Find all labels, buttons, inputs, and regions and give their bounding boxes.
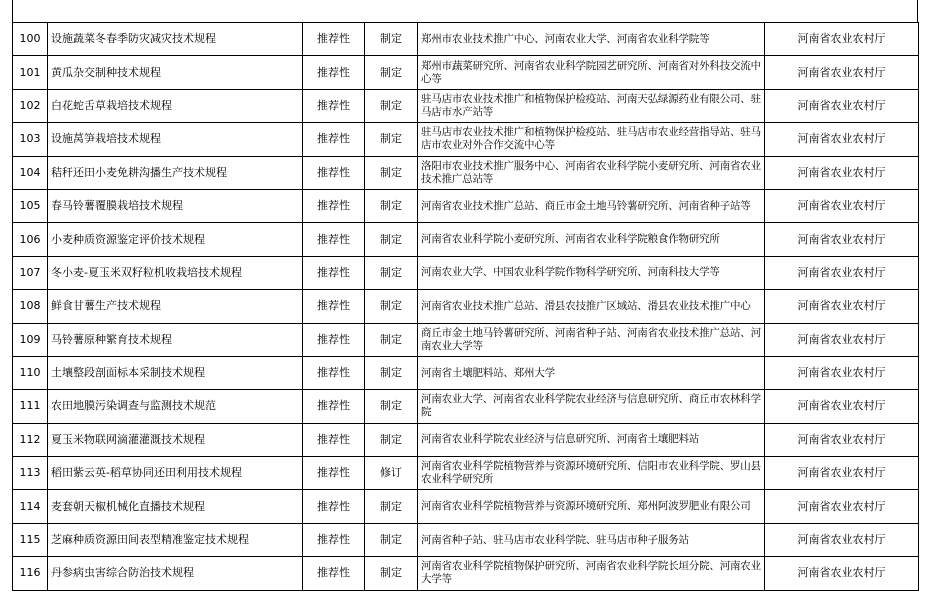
standard-name-cell: 秸秆还田小麦免耕沟播生产技术规程 [48, 156, 303, 189]
row-number-cell: 102 [13, 89, 48, 122]
competent-department-cell: 河南省农业农村厅 [765, 523, 919, 556]
standard-type-cell: 推荐性 [303, 557, 365, 590]
row-number-cell: 109 [13, 323, 48, 356]
drafting-organizations-cell: 河南省农业科学院小麦研究所、河南省农业科学院粮食作物研究所 [418, 223, 765, 256]
row-number-cell: 110 [13, 356, 48, 389]
table-row [13, 23, 919, 56]
table-row [13, 89, 919, 122]
standard-name-cell: 设施蔬菜冬春季防灾减灾技术规程 [48, 23, 303, 56]
competent-department-cell: 河南省农业农村厅 [765, 156, 919, 189]
row-number-cell: 114 [13, 490, 48, 523]
standard-type-cell: 推荐性 [303, 56, 365, 89]
standard-name-cell: 马铃薯原种繁育技术规程 [48, 323, 303, 356]
drafting-organizations-cell: 河南农业大学、中国农业科学院作物科学研究所、河南科技大学等 [418, 256, 765, 289]
table-row [13, 557, 919, 590]
standard-name-cell: 小麦种质资源鉴定评价技术规程 [48, 223, 303, 256]
competent-department-cell: 河南省农业农村厅 [765, 23, 919, 56]
standard-type-cell: 推荐性 [303, 523, 365, 556]
drafting-organizations-cell: 河南省农业科学院农业经济与信息研究所、河南省土壤肥料站 [418, 423, 765, 456]
action-cell: 制定 [365, 423, 418, 456]
action-cell: 制定 [365, 356, 418, 389]
drafting-organizations-cell: 河南省农业技术推广总站、滑县农技推广区域站、滑县农业技术推广中心 [418, 290, 765, 323]
table-row [13, 123, 919, 156]
standard-type-cell: 推荐性 [303, 490, 365, 523]
row-number-cell: 113 [13, 457, 48, 490]
standard-type-cell: 推荐性 [303, 256, 365, 289]
competent-department-cell: 河南省农业农村厅 [765, 390, 919, 423]
row-number-cell: 104 [13, 156, 48, 189]
standards-table-container [12, 22, 918, 591]
drafting-organizations-cell: 河南省土壤肥料站、郑州大学 [418, 356, 765, 389]
table-row [13, 490, 919, 523]
competent-department-cell: 河南省农业农村厅 [765, 323, 919, 356]
competent-department-cell: 河南省农业农村厅 [765, 490, 919, 523]
competent-department-cell: 河南省农业农村厅 [765, 557, 919, 590]
standard-type-cell: 推荐性 [303, 123, 365, 156]
row-number-cell: 106 [13, 223, 48, 256]
competent-department-cell: 河南省农业农村厅 [765, 223, 919, 256]
table-row [13, 457, 919, 490]
drafting-organizations-cell: 驻马店市农业技术推广和植物保护检疫站、驻马店市农业经营指导站、驻马店市农业对外合作交流中心等 [418, 123, 765, 156]
standard-type-cell: 推荐性 [303, 356, 365, 389]
competent-department-cell: 河南省农业农村厅 [765, 256, 919, 289]
competent-department-cell: 河南省农业农村厅 [765, 189, 919, 222]
standards-table [12, 22, 919, 591]
competent-department-cell: 河南省农业农村厅 [765, 356, 919, 389]
action-cell: 制定 [365, 557, 418, 590]
table-row [13, 390, 919, 423]
standard-type-cell: 推荐性 [303, 290, 365, 323]
action-cell: 制定 [365, 56, 418, 89]
row-number-cell: 105 [13, 189, 48, 222]
table-row [13, 56, 919, 89]
standard-name-cell: 冬小麦-夏玉米双籽粒机收栽培技术规程 [48, 256, 303, 289]
row-number-cell: 111 [13, 390, 48, 423]
standard-type-cell: 推荐性 [303, 23, 365, 56]
action-cell: 制定 [365, 390, 418, 423]
row-number-cell: 116 [13, 557, 48, 590]
drafting-organizations-cell: 郑州市蔬菜研究所、河南省农业科学院园艺研究所、河南省对外科技交流中心等 [418, 56, 765, 89]
row-number-cell: 115 [13, 523, 48, 556]
row-number-cell: 101 [13, 56, 48, 89]
row-number-cell: 112 [13, 423, 48, 456]
action-cell: 制定 [365, 290, 418, 323]
competent-department-cell: 河南省农业农村厅 [765, 56, 919, 89]
table-row [13, 256, 919, 289]
row-number-cell: 107 [13, 256, 48, 289]
table-row [13, 290, 919, 323]
table-row [13, 156, 919, 189]
competent-department-cell: 河南省农业农村厅 [765, 290, 919, 323]
table-row [13, 323, 919, 356]
standard-type-cell: 推荐性 [303, 423, 365, 456]
standard-type-cell: 推荐性 [303, 457, 365, 490]
action-cell: 制定 [365, 123, 418, 156]
standard-name-cell: 稻田紫云英-稻草协同还田利用技术规程 [48, 457, 303, 490]
standard-type-cell: 推荐性 [303, 156, 365, 189]
drafting-organizations-cell: 驻马店市农业技术推广和植物保护检疫站、河南天弘绿源药业有限公司、驻马店市水产站等 [418, 89, 765, 122]
standard-name-cell: 黄瓜杂交制种技术规程 [48, 56, 303, 89]
standard-name-cell: 夏玉米物联网滴灌灌溉技术规程 [48, 423, 303, 456]
drafting-organizations-cell: 商丘市金土地马铃薯研究所、河南省种子站、河南省农业技术推广总站、河南农业大学等 [418, 323, 765, 356]
drafting-organizations-cell: 河南省农业科学院植物营养与资源环境研究所、信阳市农业科学院、罗山县农业科学研究所 [418, 457, 765, 490]
row-number-cell: 108 [13, 290, 48, 323]
standard-type-cell: 推荐性 [303, 323, 365, 356]
action-cell: 制定 [365, 23, 418, 56]
action-cell: 修订 [365, 457, 418, 490]
competent-department-cell: 河南省农业农村厅 [765, 89, 919, 122]
competent-department-cell: 河南省农业农村厅 [765, 457, 919, 490]
table-row [13, 223, 919, 256]
standard-name-cell: 丹参病虫害综合防治技术规程 [48, 557, 303, 590]
standard-name-cell: 鲜食甘薯生产技术规程 [48, 290, 303, 323]
action-cell: 制定 [365, 89, 418, 122]
drafting-organizations-cell: 河南农业大学、河南省农业科学院农业经济与信息研究所、商丘市农林科学院 [418, 390, 765, 423]
competent-department-cell: 河南省农业农村厅 [765, 423, 919, 456]
action-cell: 制定 [365, 156, 418, 189]
drafting-organizations-cell: 郑州市农业技术推广中心、河南农业大学、河南省农业科学院等 [418, 23, 765, 56]
table-top-continuation [12, 0, 918, 22]
table-row [13, 523, 919, 556]
drafting-organizations-cell: 河南省农业科学院植物营养与资源环境研究所、郑州阿波罗肥业有限公司 [418, 490, 765, 523]
standard-type-cell: 推荐性 [303, 223, 365, 256]
drafting-organizations-cell: 河南省种子站、驻马店市农业科学院、驻马店市种子服务站 [418, 523, 765, 556]
table-row [13, 189, 919, 222]
action-cell: 制定 [365, 256, 418, 289]
drafting-organizations-cell: 洛阳市农业技术推广服务中心、河南省农业科学院小麦研究所、河南省农业技术推广总站等 [418, 156, 765, 189]
standard-type-cell: 推荐性 [303, 390, 365, 423]
standard-type-cell: 推荐性 [303, 189, 365, 222]
standard-type-cell: 推荐性 [303, 89, 365, 122]
competent-department-cell: 河南省农业农村厅 [765, 123, 919, 156]
action-cell: 制定 [365, 323, 418, 356]
drafting-organizations-cell: 河南省农业技术推广总站、商丘市金土地马铃薯研究所、河南省种子站等 [418, 189, 765, 222]
action-cell: 制定 [365, 523, 418, 556]
standard-name-cell: 白花蛇舌草栽培技术规程 [48, 89, 303, 122]
table-body [13, 23, 919, 591]
standard-name-cell: 芝麻种质资源田间表型精准鉴定技术规程 [48, 523, 303, 556]
row-number-cell: 100 [13, 23, 48, 56]
standard-name-cell: 设施莴笋栽培技术规程 [48, 123, 303, 156]
standard-name-cell: 春马铃薯覆膜栽培技术规程 [48, 189, 303, 222]
row-number-cell: 103 [13, 123, 48, 156]
standard-name-cell: 麦套朝天椒机械化直播技术规程 [48, 490, 303, 523]
action-cell: 制定 [365, 490, 418, 523]
standard-name-cell: 土壤整段剖面标本采制技术规程 [48, 356, 303, 389]
table-row [13, 356, 919, 389]
drafting-organizations-cell: 河南省农业科学院植物保护研究所、河南省农业科学院长垣分院、河南农业大学等 [418, 557, 765, 590]
standard-name-cell: 农田地膜污染调查与监测技术规范 [48, 390, 303, 423]
table-row [13, 423, 919, 456]
action-cell: 制定 [365, 189, 418, 222]
action-cell: 制定 [365, 223, 418, 256]
